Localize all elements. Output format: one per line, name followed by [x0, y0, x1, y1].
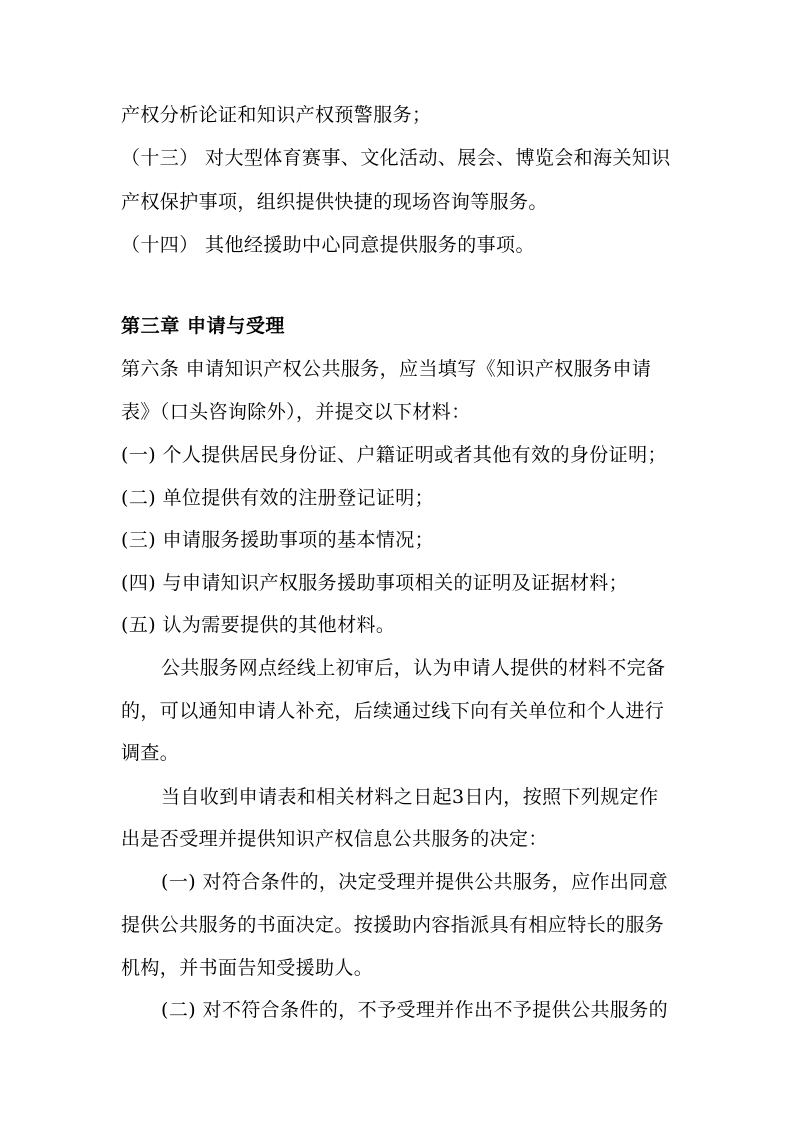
text-line-3: 产权保护事项，组织提供快捷的现场咨询等服务。	[121, 191, 548, 213]
material-item-1: (一) 个人提供居民身份证、户籍证明或者其他有效的身份证明；	[121, 444, 667, 466]
chapter-heading: 第三章 申请与受理	[121, 315, 286, 337]
article-6: 第六条 申请知识产权公共服务，应当填写《知识产权服务申请	[121, 358, 652, 380]
material-item-3: (三) 申请服务援助事项的基本情况；	[121, 529, 435, 551]
text-line-19: 机构，并书面告知受援助人。	[121, 957, 374, 979]
paragraph-review: 公共服务网点经线上初审后，认为申请人提供的材料不完备	[161, 657, 666, 679]
material-item-4: (四) 与申请知识产权服务援助事项相关的证明及证据材料；	[121, 572, 629, 594]
text-line-14: 调查。	[121, 742, 180, 764]
text-line-1: 产权分析论证和知识产权预警服务；	[121, 104, 432, 126]
item-14: （十四） 其他经援助中心同意提供服务的事项。	[121, 234, 535, 256]
material-item-2: (二) 单位提供有效的注册登记证明；	[121, 487, 435, 509]
text-line-13: 的，可以通知申请人补充，后续通过线下向有关单位和个人进行	[121, 700, 665, 722]
decision-item-2: (二) 对不符合条件的，不予受理并作出不予提供公共服务的	[161, 999, 669, 1021]
decision-item-1: (一) 对符合条件的，决定受理并提供公共服务，应作出同意	[161, 871, 669, 893]
item-13: （十三） 对大型体育赛事、文化活动、展会、博览会和海关知识	[121, 147, 671, 169]
text-line-6: 表》（口头咨询除外），并提交以下材料：	[121, 401, 471, 423]
text-line-16: 出是否受理并提供知识产权信息公共服务的决定：	[121, 828, 548, 850]
paragraph-decision: 当自收到申请表和相关材料之日起3日内，按照下列规定作	[161, 786, 659, 808]
material-item-5: (五) 认为需要提供的其他材料。	[121, 614, 396, 636]
text-line-18: 提供公共服务的书面决定。按援助内容指派具有相应特长的服务	[121, 914, 665, 936]
